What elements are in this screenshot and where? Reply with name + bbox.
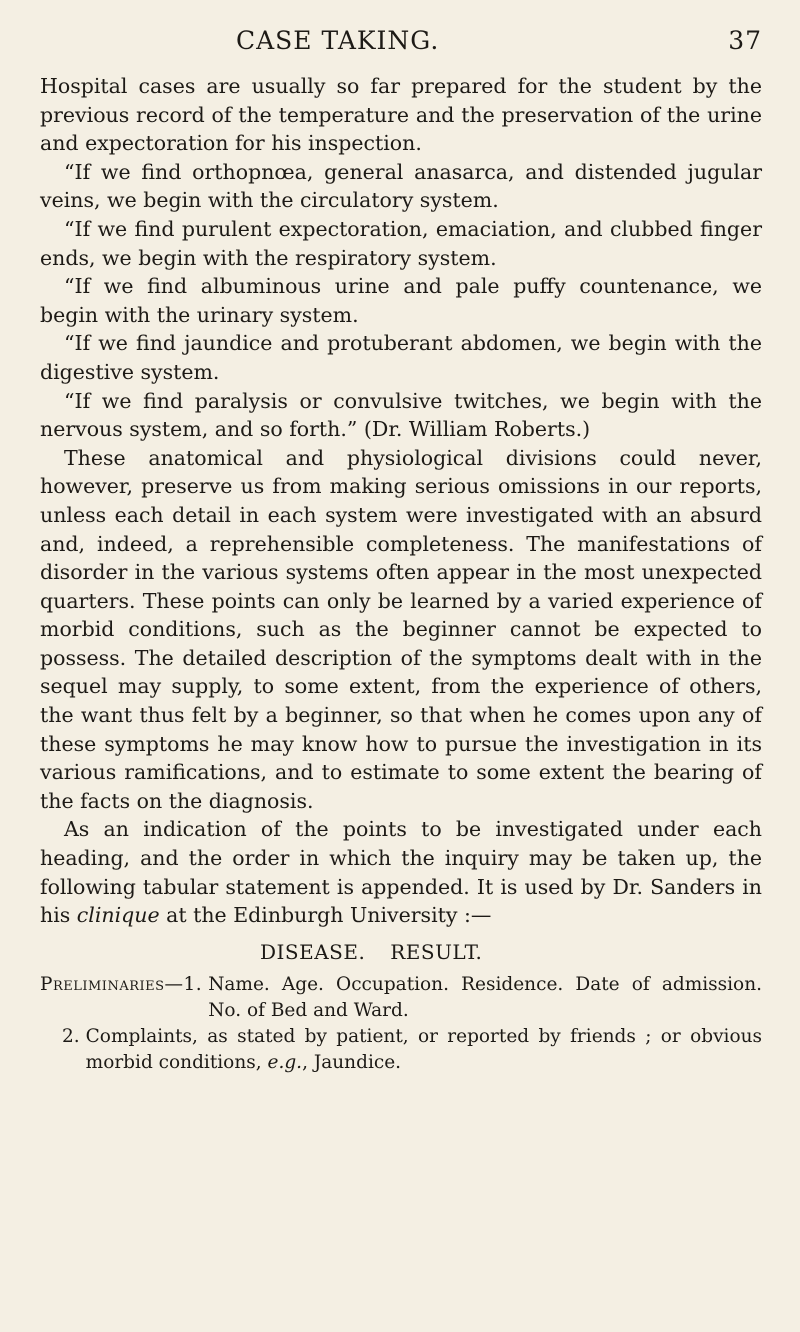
item-text-part: , Jaundice. xyxy=(302,1051,402,1073)
running-title: CASE TAKING. xyxy=(236,26,440,55)
table-heading-result: RESULT. xyxy=(390,939,483,964)
item-text xyxy=(86,1024,762,1076)
item-lead: Preliminaries—1. xyxy=(40,973,203,995)
quote-paragraph: “If we find jaundice and protuberant abdomen, we begin with the digestive system. xyxy=(40,331,762,384)
list-item xyxy=(40,1024,762,1076)
italic-term: e.g. xyxy=(267,1051,303,1073)
quote-paragraph: “If we find albuminous urine and pale puffy countenance, we begin with the urinary system. xyxy=(40,274,762,327)
quote-paragraph: “If we find paralysis or convulsive twitches, we begin with the nervous system, and so forth.” (Dr. William Roberts.) xyxy=(40,388,762,442)
book-page xyxy=(40,26,762,1076)
page-number: 37 xyxy=(728,26,762,55)
paragraph xyxy=(40,815,762,929)
item-text: Name. Age. Occupation. Residence. Date of admission. No. of Bed and Ward. xyxy=(208,973,762,1021)
list-item xyxy=(40,972,762,1024)
table-heading-disease: DISEASE. xyxy=(260,939,366,964)
paragraph-text: As an indication of the points to be investigated under each heading, and the order in which the inquiry may be taken up, the following tabular statement is appended. It is used by Dr. Sanders in his xyxy=(40,817,762,928)
paragraph: These anatomical and physiological divisions could never, however, preserve us from making serious omissions in our reports, unless each detail in each system were investigated with an absurd and, indeed, a reprehensible completeness. The manifestations of disorder in the various systems often appear in the most unexpected quarters. These points can only be learned by a varied experience of morbid conditions, such as the beginner cannot be expected to possess. The detailed description of the symptoms dealt with in the sequel may supply, to some extent, from the experience of others, the want thus felt by a beginner, so that when he comes upon any of these symptoms he may know how to pursue the investigation in its various ramifications, and to estimate to some extent the bearing of the facts on the diagnosis. xyxy=(40,445,762,813)
paragraph: Hospital cases are usually so far prepared for the student by the previous record of the temperature and the preservation of the urine and expectoration for his inspection. xyxy=(40,74,762,156)
italic-term: clinique xyxy=(76,903,160,928)
item-text-part: Complaints, as stated by patient, or reported by friends ; or obvious morbid conditions, xyxy=(85,1025,762,1073)
table-heading xyxy=(40,940,762,964)
quote-paragraph: “If we find purulent expectoration, emaciation, and clubbed finger ends, we begin with the respiratory system. xyxy=(40,216,762,270)
item-lead: 2. xyxy=(62,1025,80,1047)
tabular-statement xyxy=(40,972,762,1076)
paragraph-text: at the Edinburgh University :— xyxy=(159,903,492,928)
body-text xyxy=(40,72,762,930)
quote-paragraph: “If we find orthopnœa, general anasarca, and distended jugular veins, we begin with the circulatory system. xyxy=(40,159,762,213)
running-header xyxy=(40,26,762,72)
